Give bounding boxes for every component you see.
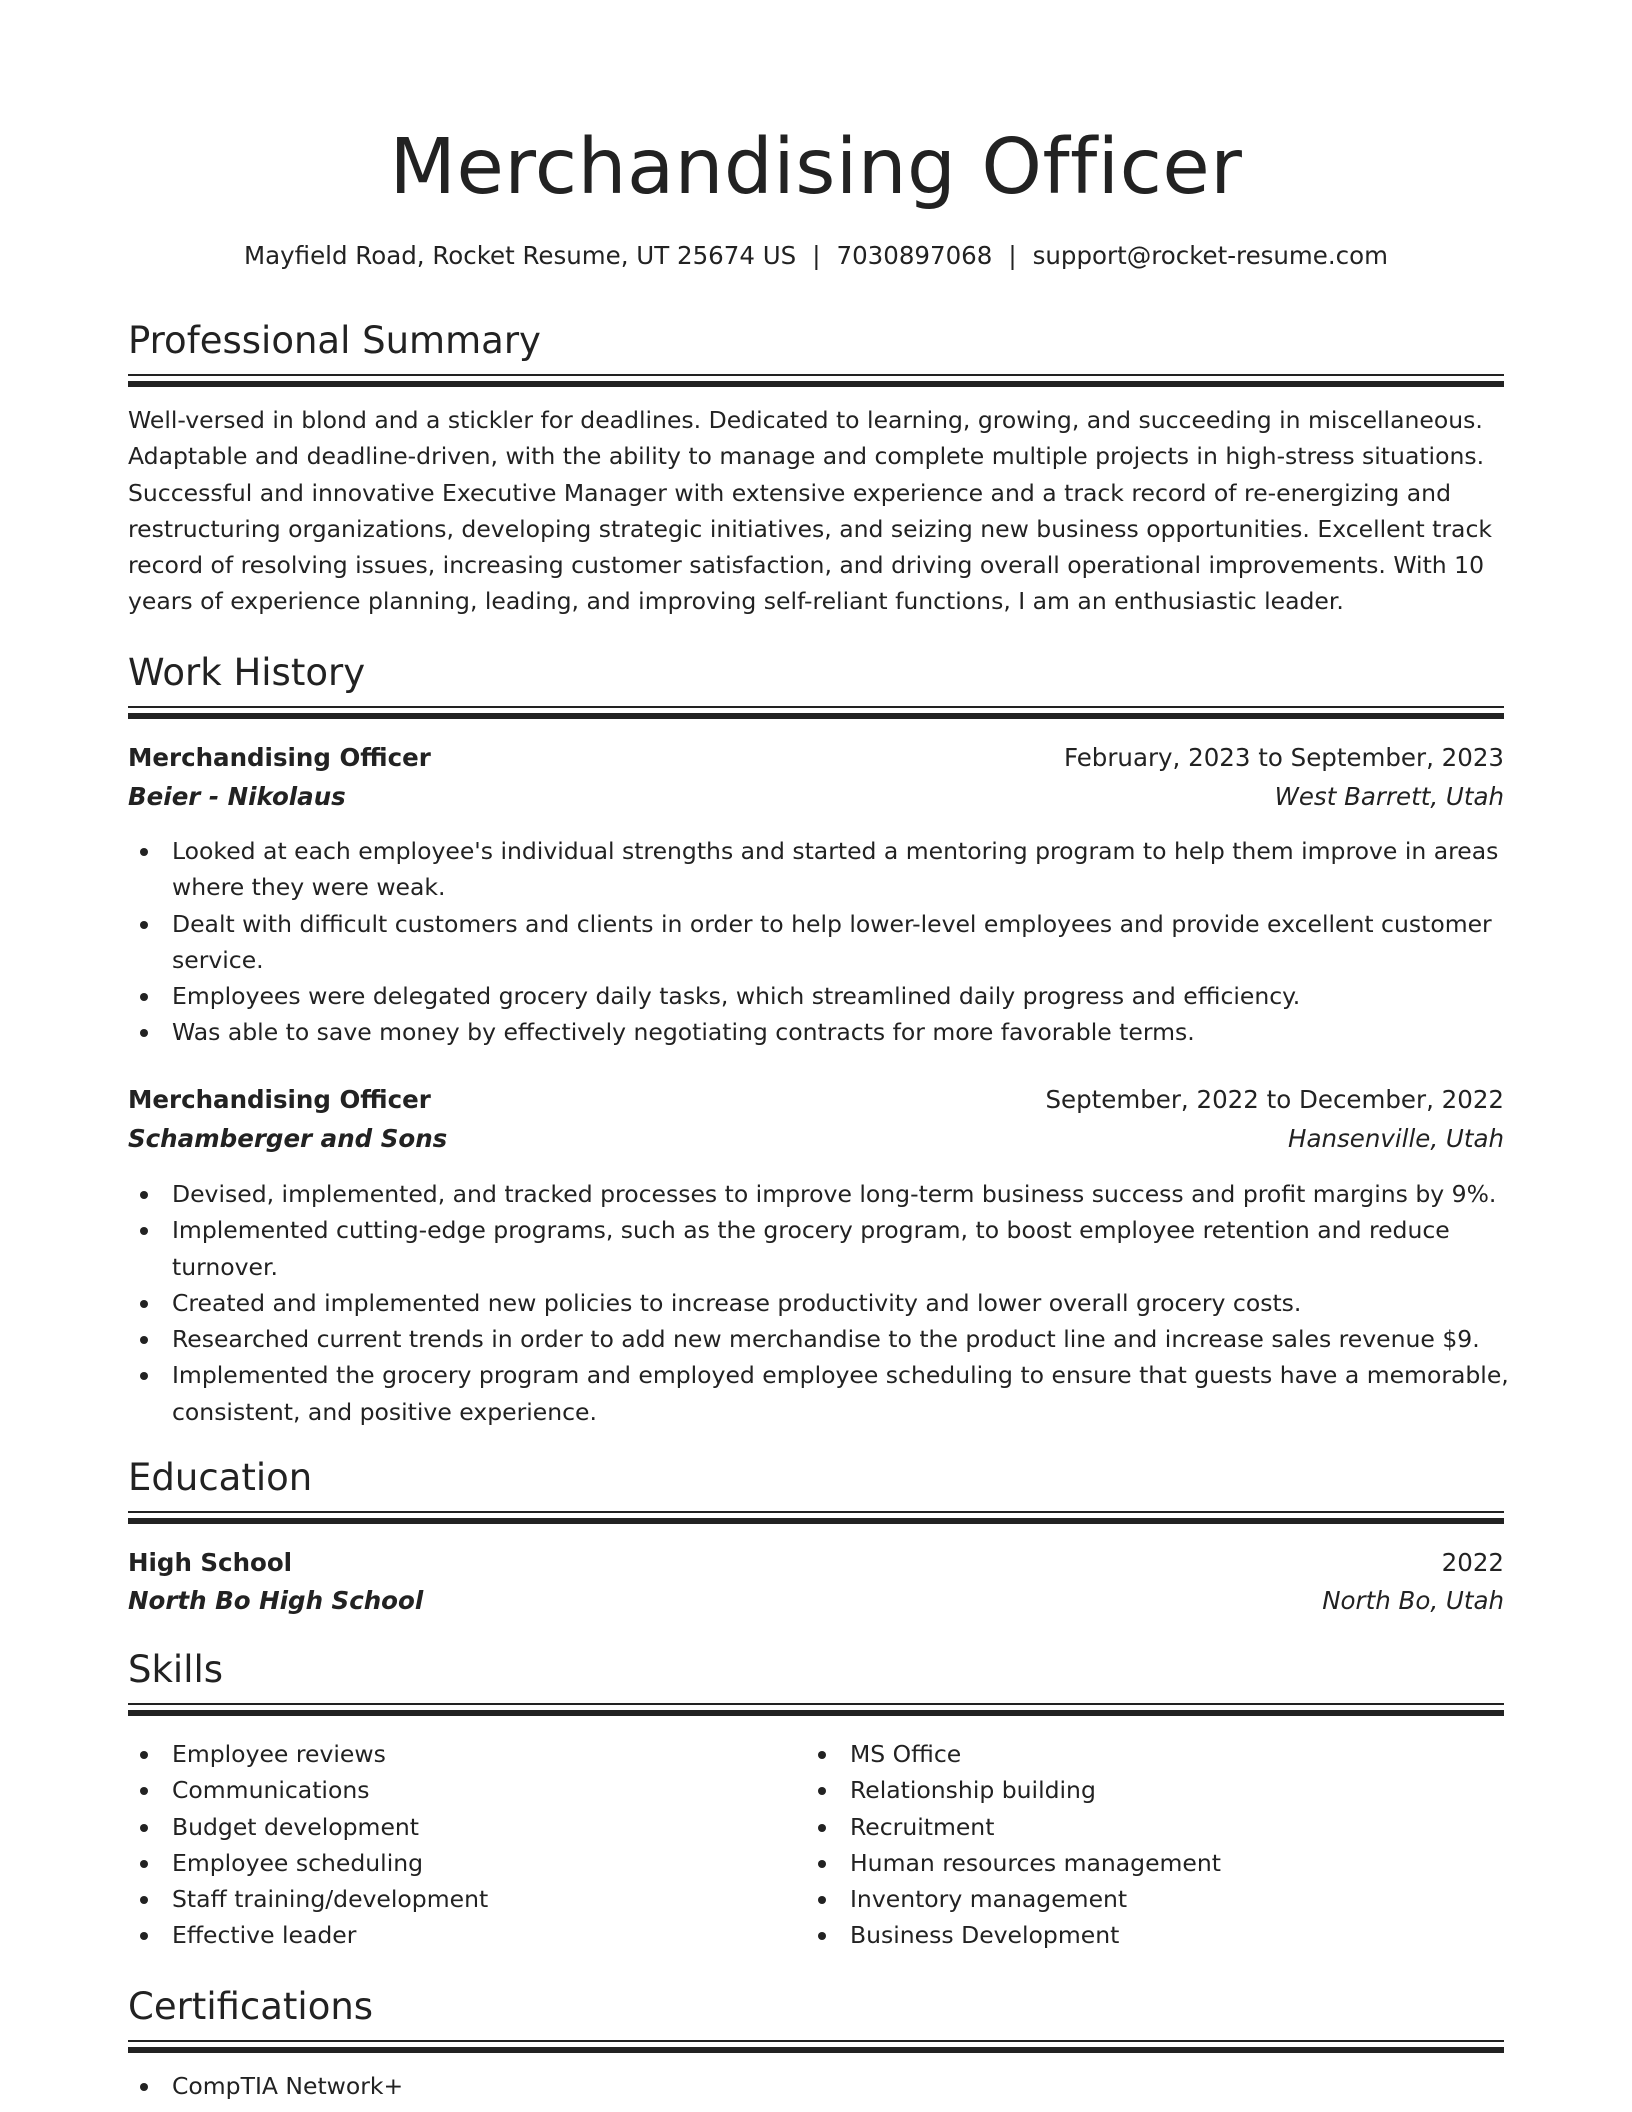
section-divider bbox=[128, 1703, 1504, 1717]
section-divider bbox=[128, 2040, 1504, 2054]
list-item: Devised, implemented, and tracked processes to improve long-term business success and profit margins by 9%. bbox=[128, 1176, 1509, 1212]
list-item: Recruitment bbox=[806, 1809, 1466, 1845]
list-item: Effective leader bbox=[128, 1917, 788, 1953]
skills-list-left bbox=[128, 1736, 788, 1954]
education-year: 2022 bbox=[1441, 1548, 1504, 1577]
education-degree: High School bbox=[128, 1548, 293, 1577]
job-dates: February, 2023 to September, 2023 bbox=[1063, 743, 1504, 772]
summary-line: Successful and innovative Executive Manager with extensive experience and a track record of re-energizing and bbox=[128, 478, 1451, 507]
contact-email: support@rocket-resume.com bbox=[1032, 241, 1388, 270]
education-school-row bbox=[128, 1582, 1504, 1620]
list-item: Employees were delegated grocery daily tasks, which streamlined daily progress and efficiency. bbox=[128, 978, 1498, 1014]
summary-line: restructuring organizations, developing strategic initiatives, and seizing new business opportunities. Excellent track bbox=[128, 514, 1492, 543]
education-school: North Bo High School bbox=[128, 1586, 424, 1615]
list-item: Staff training/development bbox=[128, 1881, 788, 1917]
skills-list-right bbox=[806, 1736, 1466, 1954]
job-bullets bbox=[128, 1176, 1509, 1430]
list-item: MS Office bbox=[806, 1736, 1466, 1772]
job-company-row bbox=[128, 778, 1504, 816]
education-location: North Bo, Utah bbox=[1322, 1586, 1504, 1615]
list-item: Was able to save money by effectively negotiating contracts for more favorable terms. bbox=[128, 1014, 1498, 1050]
job-location: West Barrett, Utah bbox=[1274, 782, 1504, 811]
section-divider bbox=[128, 1511, 1504, 1525]
job-role: Merchandising Officer bbox=[128, 1085, 431, 1114]
list-item: Researched current trends in order to add new merchandise to the product line and increase sales revenue $9. bbox=[128, 1321, 1509, 1357]
job-location: Hansenville, Utah bbox=[1288, 1124, 1504, 1153]
candidate-name: Merchandising Officer bbox=[389, 123, 1243, 212]
summary-line: Well-versed in blond and a stickler for deadlines. Dedicated to learning, growing, and succeeding in miscellaneous. bbox=[128, 406, 1483, 434]
job-company: Beier - Nikolaus bbox=[128, 782, 346, 811]
contact-address: Mayfield Road, Rocket Resume, UT 25674 US bbox=[243, 241, 797, 270]
list-item: Relationship building bbox=[806, 1772, 1466, 1808]
section-title-skills: Skills bbox=[128, 1648, 224, 1691]
job-company-row bbox=[128, 1120, 1504, 1158]
job-company: Schamberger and Sons bbox=[128, 1124, 448, 1153]
section-divider bbox=[128, 374, 1504, 388]
job-header-row bbox=[128, 739, 1504, 777]
certifications-list bbox=[128, 2068, 788, 2104]
summary-line: Adaptable and deadline-driven, with the ability to manage and complete multiple projects in high-stress situations. bbox=[128, 442, 1485, 471]
job-bullets bbox=[128, 833, 1498, 1051]
list-item: Communications bbox=[128, 1772, 788, 1808]
list-item: Created and implemented new policies to increase productivity and lower overall grocery costs. bbox=[128, 1285, 1509, 1321]
list-item: Employee reviews bbox=[128, 1736, 788, 1772]
section-title-education: Education bbox=[128, 1456, 313, 1499]
job-header-row bbox=[128, 1081, 1504, 1119]
list-item: CompTIA Network+ bbox=[128, 2068, 788, 2104]
job-role: Merchandising Officer bbox=[128, 743, 431, 772]
section-divider bbox=[128, 706, 1504, 720]
section-title-summary: Professional Summary bbox=[128, 319, 541, 362]
list-item: Dealt with difficult customers and clients in order to help lower-level employees and provide excellent customer service. bbox=[128, 906, 1498, 979]
list-item: Business Development bbox=[806, 1917, 1466, 1953]
list-item: Implemented the grocery program and employed employee scheduling to ensure that guests have a memorable, consistent, and positive experience. bbox=[128, 1357, 1509, 1430]
list-item: Inventory management bbox=[806, 1881, 1466, 1917]
list-item: Budget development bbox=[128, 1809, 788, 1845]
contact-line bbox=[128, 236, 1504, 276]
list-item: Human resources management bbox=[806, 1845, 1466, 1881]
summary-paragraph bbox=[128, 402, 1504, 620]
section-title-work: Work History bbox=[128, 651, 366, 694]
list-item: Looked at each employee's individual strengths and started a mentoring program to help them improve in areas where they were weak. bbox=[128, 833, 1498, 906]
summary-line: years of experience planning, leading, and improving self-reliant functions, I am an enthusiastic leader. bbox=[128, 587, 1344, 616]
list-item: Implemented cutting-edge programs, such as the grocery program, to boost employee retention and reduce turnover. bbox=[128, 1212, 1509, 1285]
summary-line: record of resolving issues, increasing customer satisfaction, and driving overall operational improvements. With 10 bbox=[128, 551, 1485, 580]
education-row bbox=[128, 1544, 1504, 1582]
contact-separator: | bbox=[812, 241, 821, 270]
job-dates: September, 2022 to December, 2022 bbox=[1045, 1085, 1504, 1114]
contact-phone: 7030897068 bbox=[836, 241, 993, 270]
section-title-certifications: Certifications bbox=[128, 1985, 374, 2028]
list-item: Employee scheduling bbox=[128, 1845, 788, 1881]
contact-separator: | bbox=[1008, 241, 1017, 270]
